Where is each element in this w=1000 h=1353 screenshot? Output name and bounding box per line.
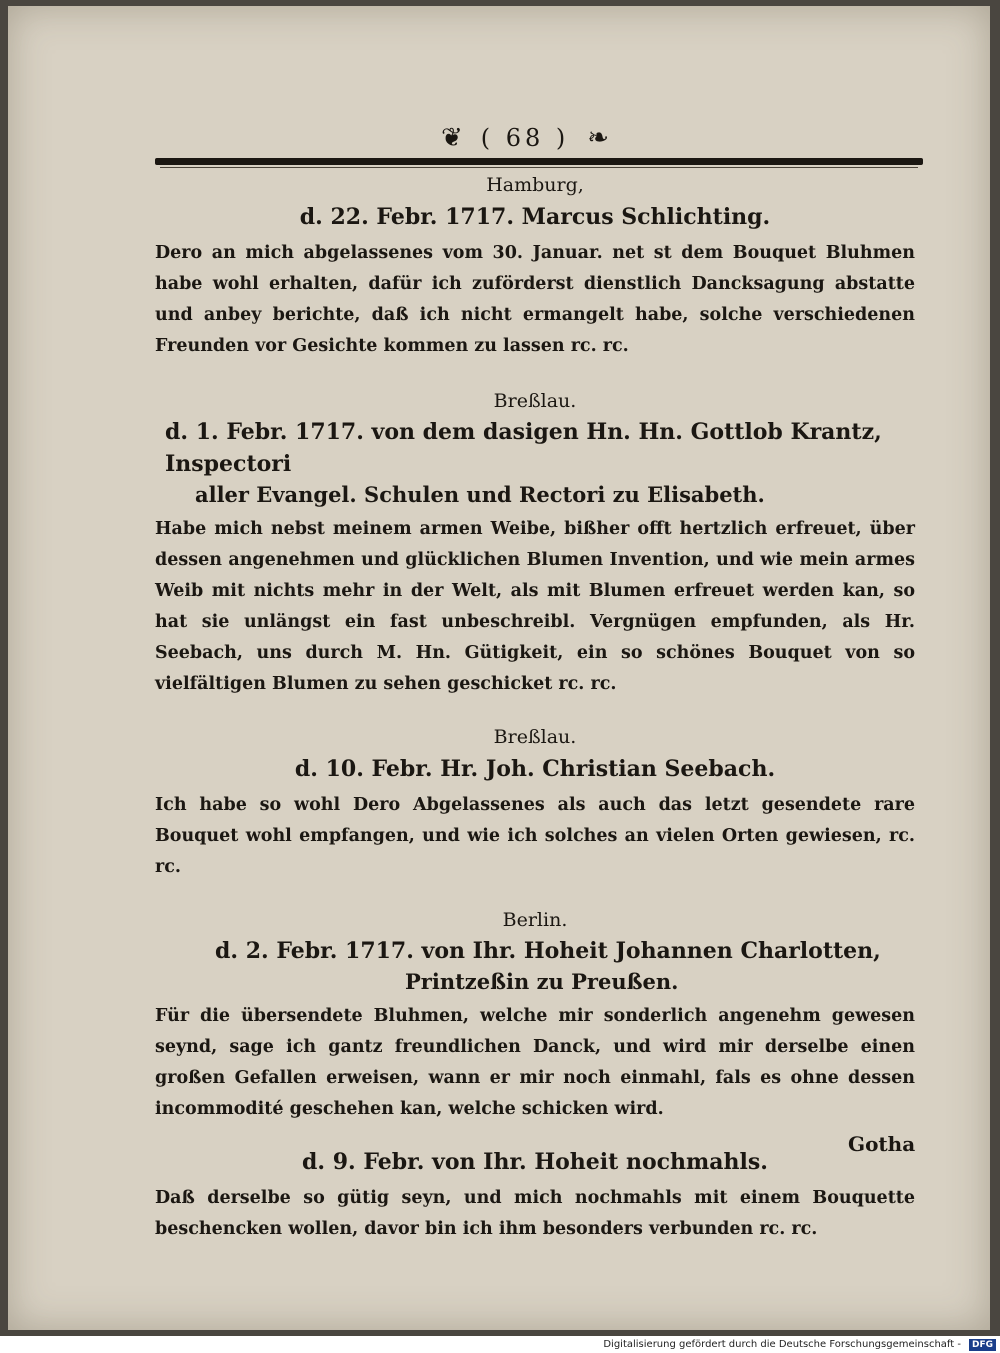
entry-place: Breßlau.: [493, 390, 577, 412]
letter-entry: [155, 905, 915, 1125]
letter-entry: [155, 386, 915, 700]
entry-text: Habe mich nebst meinem armen Weibe, bißher offt hertzlich erfreuet, über dessen angenehmen und glücklichen Blumen Invention, und wie mein armes Weib mit nichts mehr in der Welt, als mit Blumen erfreuet werden kan, so hat sie unlängst ein fast unbeschreibl. Vergnügen empfunden, als Hr. Seebach, uns durch M. Hn. Gütigkeit, ein so schönes Bouquet von so vielfältigen Blumen zu sehen geschicket rc. rc.: [155, 519, 915, 694]
letter-entry: [155, 170, 915, 362]
digitization-footer: [0, 1336, 1000, 1353]
letter-entry: [155, 1145, 915, 1245]
entry-text: Daß derselbe so gütig seyn, und mich nochmahls mit einem Bouquette beschencken wollen, davor bin ich ihm besonders verbunden rc. rc.: [155, 1188, 915, 1239]
entry-place: Breßlau.: [493, 726, 577, 748]
entry-dateline: d. 22. Febr. 1717. Marcus Schlichting.: [299, 204, 771, 230]
entry-text: Für die übersendete Bluhmen, welche mir sonderlich angenehm gewesen seynd, sage ich gantz freundlichen Danck, und wird mir derselbe einen großen Gefallen erweisen, wann er mir noch einmahl, fals es ohne dessen incommodité geschehen kan, welche schicken wird.: [155, 1006, 915, 1119]
page-number: ( 68 ): [480, 124, 570, 152]
dfg-logo-icon: DFG: [969, 1339, 996, 1351]
entry-text: Dero an mich abgelassenes vom 30. Januar. net st dem Bouquet Bluhmen habe wohl erhalten, dafür ich zuförderst dienstlich Dancksagung abstatte und anbey berichte, daß ich nicht ermangelt habe, solche verschiedenen Freunden vor Gesichte kommen zu lassen rc. rc.: [155, 243, 915, 356]
letter-entry: [155, 722, 915, 883]
header-rule-thin: [160, 167, 918, 168]
entry-dateline: d. 9. Febr. von Ihr. Hoheit nochmahls.: [302, 1149, 768, 1175]
fleuron-right-icon: ❧: [587, 123, 610, 153]
entry-place: Berlin.: [502, 909, 568, 931]
entry-dateline-continued: Printzeßin zu Preußen.: [405, 969, 679, 994]
entry-dateline: d. 2. Febr. 1717. von Ihr. Hoheit Johannen Charlotten,: [215, 938, 881, 964]
entry-dateline-continued: aller Evangel. Schulen und Rectori zu Elisabeth.: [195, 482, 765, 507]
entry-place: Hamburg,: [486, 174, 584, 196]
fleuron-left-icon: ❦: [440, 123, 463, 153]
page-content: [155, 170, 915, 1265]
catchword: Gotha: [848, 1132, 916, 1156]
entry-text: Ich habe so wohl Dero Abgelassenes als auch das letzt gesendete rare Bouquet wohl empfangen, und wie ich solches an vielen Orten gewiesen, rc. rc.: [155, 795, 915, 877]
page-header: [395, 118, 655, 158]
entry-dateline: d. 1. Febr. 1717. von dem dasigen Hn. Hn. Gottlob Krantz, Inspectori: [165, 419, 882, 477]
header-rule: [155, 158, 923, 165]
entry-dateline: d. 10. Febr. Hr. Joh. Christian Seebach.: [294, 756, 776, 782]
footer-credit: Digitalisierung gefördert durch die Deutsche Forschungsgemeinschaft -: [603, 1339, 961, 1350]
